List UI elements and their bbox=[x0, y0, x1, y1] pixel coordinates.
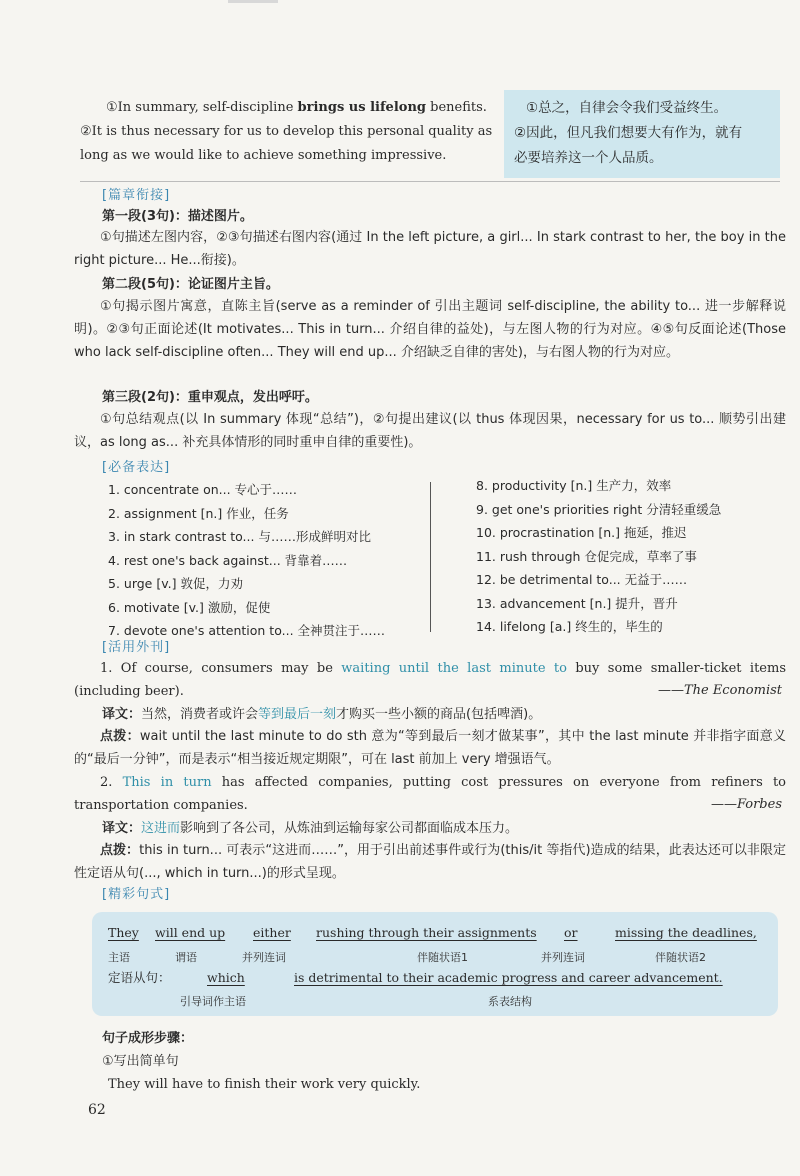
usage-ex2-translation bbox=[102, 817, 786, 840]
summary-en-line3: long as we would like to achieve something impressive. bbox=[80, 148, 447, 163]
usage-ex1-note bbox=[74, 725, 786, 771]
usage-ex2-note bbox=[74, 839, 786, 885]
sentence-label-clause: 系表结构 bbox=[488, 995, 532, 1008]
summary-cn-line3: 必要培养这一个人品质。 bbox=[514, 150, 663, 166]
translation-label: 译文： bbox=[102, 821, 142, 836]
sentence-label-adverbial-1: 伴随状语1 bbox=[417, 951, 468, 964]
sentence-label-adverbial-2: 伴随状语2 bbox=[655, 951, 706, 964]
expression-item: 13. advancement [n.] 提升，晋升 bbox=[476, 595, 678, 611]
steps-step1: ①写出简单句 bbox=[102, 1054, 179, 1069]
usage-ex1-trans-a: 当然，消费者或许会 bbox=[141, 707, 259, 722]
note-label: 点拨： bbox=[100, 843, 140, 858]
structure-p1-title: 第一段(3句)：描述图片。 bbox=[102, 209, 253, 224]
summary-english bbox=[80, 96, 496, 168]
sentence-word-either: either bbox=[253, 925, 291, 940]
usage-ex2-highlight: This in turn bbox=[122, 775, 212, 790]
structure-p2-text: ①句揭示图片寓意，直陈主旨(serve as a reminder of 引出主题词 self-discipline, the ability to... 进一步解释说明)。②③句正面论述(It motivates... This in turn... 介绍自律的益处)，与左图人物的行为对应。④⑤句反面论述(Those who lack self-discipline often... They will end up... 介绍缺乏自律的害处)，与右图人物的行为对应。 bbox=[74, 299, 786, 360]
sentence-word-which: which bbox=[207, 970, 245, 985]
structure-p2-title: 第二段(5句)：论证图片主旨。 bbox=[102, 277, 279, 292]
note-label: 点拨： bbox=[100, 729, 140, 744]
expression-item: 1. concentrate on... 专心于…… bbox=[108, 482, 298, 497]
usage-ex2-trans-highlight: 这进而 bbox=[141, 821, 181, 836]
expression-item: 9. get one's priorities right 分清轻重缓急 bbox=[476, 501, 722, 517]
expression-item: 3. in stark contrast to... 与……形成鲜明对比 bbox=[108, 529, 371, 544]
steps-title: 句子成形步骤： bbox=[102, 1031, 194, 1046]
usage-ex2-source: ——Forbes bbox=[710, 797, 782, 812]
sentence-label-subject: 主语 bbox=[108, 951, 130, 964]
usage-ex1-text-a: 1. Of course, consumers may be bbox=[100, 661, 342, 676]
usage-ex1-trans-b: 才购买一些小额的商品(包括啤酒)。 bbox=[336, 707, 542, 722]
usage-ex1-text-b: buy some smaller-ticket items (including beer). bbox=[74, 661, 786, 699]
page-number: 62 bbox=[88, 1102, 106, 1118]
sentence-label-conj-1: 并列连词 bbox=[242, 951, 286, 964]
usage-ex1-source: ——The Economist bbox=[657, 683, 782, 698]
expression-item: 6. motivate [v.] 激励，促使 bbox=[108, 599, 271, 615]
expression-item: 8. productivity [n.] 生产力，效率 bbox=[476, 478, 672, 493]
usage-ex2-text-a: 2. bbox=[100, 775, 123, 790]
summary-divider bbox=[80, 181, 780, 182]
summary-en-line2: ②It is thus necessary for us to develop this personal quality as bbox=[80, 124, 493, 139]
translation-label: 译文： bbox=[102, 707, 142, 722]
summary-cn-line2: ②因此，但凡我们想要大有作为，就有 bbox=[514, 125, 743, 141]
usage-ex2-note-text: this in turn... 可表示“这进而……”，用于引出前述事件或行为(this/it 等指代)造成的结果，此表达还可以非限定性定语从句(..., which in turn...)的形式呈现。 bbox=[74, 843, 786, 881]
sentence-word-clause: is detrimental to their academic progress and career advancement. bbox=[294, 970, 723, 985]
usage-heading: [活用外刊] bbox=[102, 640, 171, 655]
summary-chinese-box bbox=[504, 90, 780, 178]
summary-cn-line1: ①总之，自律会令我们受益终生。 bbox=[526, 100, 728, 116]
expressions-left-list bbox=[108, 478, 385, 643]
expression-item: 5. urge [v.] 敦促，力劝 bbox=[108, 576, 243, 591]
usage-ex1-note-text: wait until the last minute to do sth 意为“等到最后一刻才做某事”，其中 the last minute 并非指字面意义的“最后一分钟”，而是表示“相当接近规定期限”，可在 last 前加上 very 增强语气。 bbox=[74, 729, 786, 767]
usage-example-2 bbox=[74, 771, 786, 817]
sentence-label-predicate: 谓语 bbox=[175, 951, 197, 964]
scan-mark bbox=[228, 0, 278, 3]
sentence-label-which: 引导词作主语 bbox=[180, 995, 246, 1008]
expressions-divider bbox=[430, 482, 431, 632]
sentence-word-or: or bbox=[564, 925, 578, 940]
steps-step1-text: They will have to finish their work very quickly. bbox=[108, 1077, 421, 1092]
usage-ex2-text-b: has affected companies, putting cost pressures on everyone from refiners to transportation companies. bbox=[74, 775, 786, 813]
expressions-heading: [必备表达] bbox=[102, 460, 171, 475]
sentence-word-subject: They bbox=[108, 925, 139, 940]
usage-ex2-trans-b: 影响到了各公司，从炼油到运输每家公司都面临成本压力。 bbox=[180, 821, 519, 836]
structure-heading: [篇章衔接] bbox=[102, 188, 171, 203]
expression-item: 11. rush through 仓促完成，草率了事 bbox=[476, 548, 697, 564]
expression-item: 10. procrastination [n.] 拖延，推迟 bbox=[476, 525, 687, 540]
structure-p1-text: ①句描述左图内容，②③句描述右图内容(通过 In the left picture, a girl... In stark contrast to her, the boy in the right picture... He...衔接)。 bbox=[74, 230, 786, 268]
sentence-word-adverbial-1: rushing through their assignments bbox=[316, 925, 537, 940]
sentence-clause-label: 定语从句： bbox=[108, 970, 171, 985]
expression-item: 2. assignment [n.] 作业，任务 bbox=[108, 505, 289, 521]
usage-ex1-trans-highlight: 等到最后一刻 bbox=[258, 707, 337, 722]
summary-en-line1-c: benefits. bbox=[425, 100, 487, 115]
expression-item: 14. lifelong [a.] 终生的，毕生的 bbox=[476, 619, 663, 634]
expression-item: 12. be detrimental to... 无益于…… bbox=[476, 572, 688, 587]
summary-en-line1-b: brings us lifelong bbox=[297, 100, 426, 115]
sentence-label-conj-2: 并列连词 bbox=[541, 951, 585, 964]
expressions-right-list bbox=[476, 474, 721, 639]
sentence-word-adverbial-2: missing the deadlines, bbox=[615, 925, 757, 940]
structure-p3-title: 第三段(2句)：重申观点，发出呼吁。 bbox=[102, 390, 318, 405]
expression-item: 4. rest one's back against... 背靠着…… bbox=[108, 552, 348, 568]
usage-ex1-highlight: waiting until the last minute to bbox=[341, 661, 567, 676]
sentence-word-predicate: will end up bbox=[155, 925, 226, 940]
expression-item: 7. devote one's attention to... 全神贯注于…… bbox=[108, 623, 386, 638]
structure-p3-text: ①句总结观点(以 In summary 体现“总结”)，②句提出建议(以 thus 体现因果，necessary for us to... 顺势引出建议，as long as... 补充具体情形的同时重申自律的重要性)。 bbox=[74, 412, 786, 450]
usage-ex1-translation bbox=[102, 703, 786, 726]
sentence-heading: [精彩句式] bbox=[102, 887, 171, 902]
summary-en-line1-a: ①In summary, self-discipline bbox=[106, 100, 298, 115]
